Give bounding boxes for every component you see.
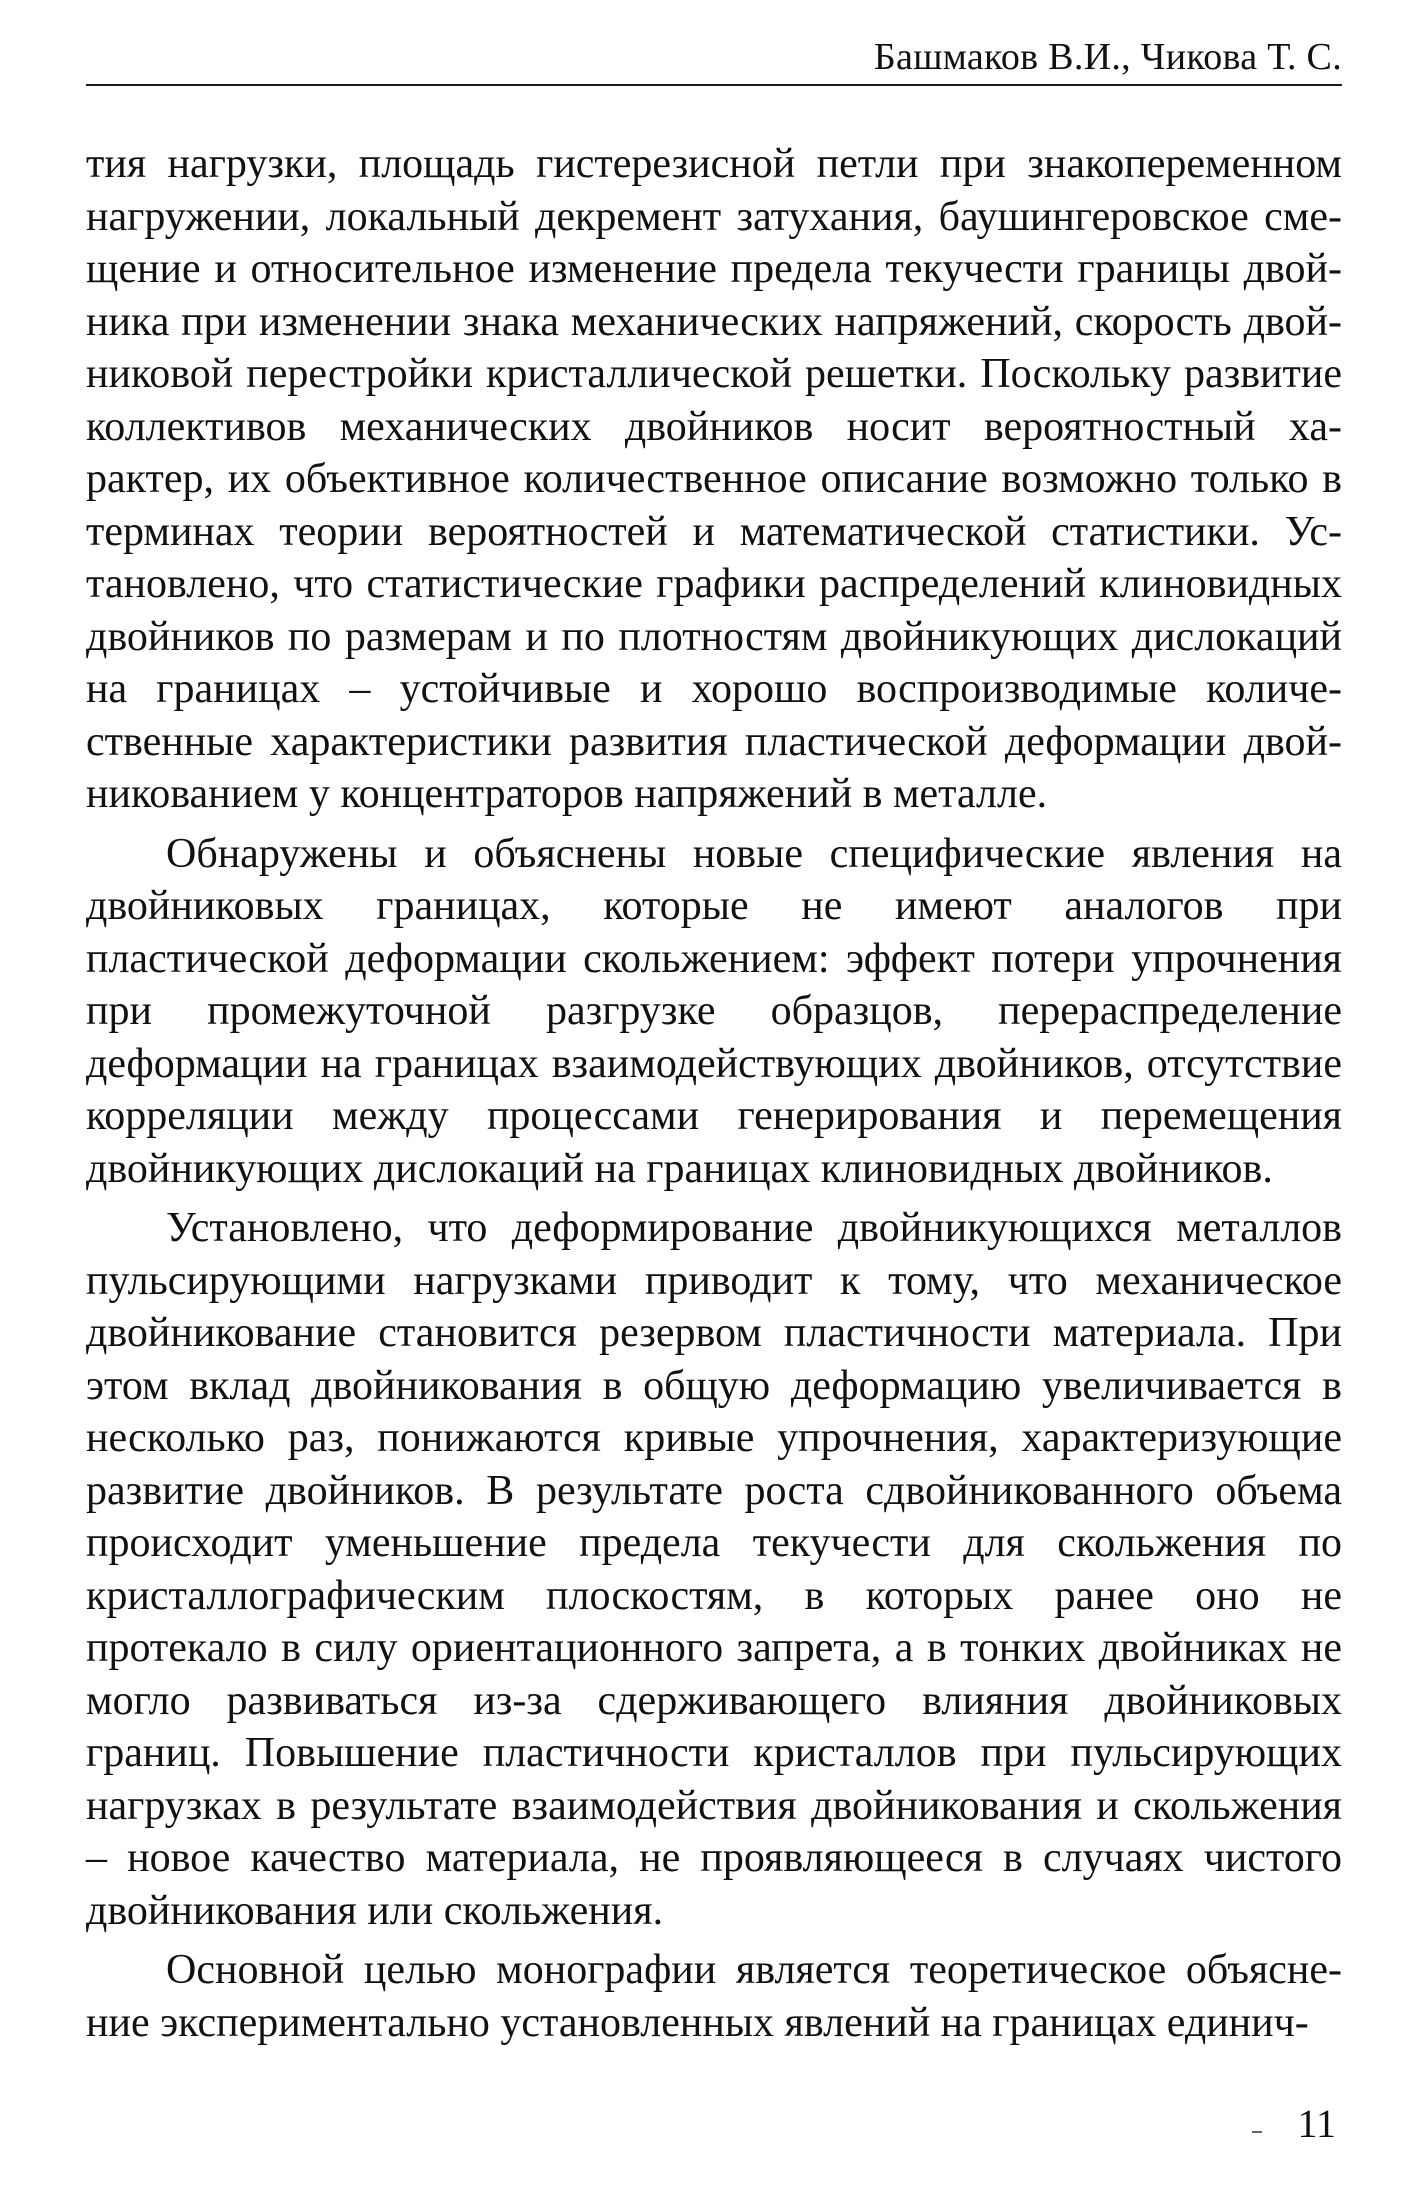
paragraph-continuation: тия нагрузки, площадь гистерезисной петли при знакопеременном нагружении, локальный декремент затухания, баушингеровское смещение и относительное изменение предела текучести границы двойника при изменении знака механических напряжений, скорость двойниковой перестройки кристаллической решетки. Поскольку развитие коллективов механических двойников носит вероятностный характер, их объективное количественное описание возможно только в терминах теории вероятностей и математической статистики. Установлено, что статистические графики распределений клиновидных двойников по размерам и по плотностям двойникующих дислокаций на границах – устойчивые и хорошо воспроизводимые количественные характеристики развития пластической деформации двойникованием у концентраторов напряжений в металле. [86, 141, 1342, 817]
running-header [86, 28, 1342, 86]
page-body [86, 138, 1342, 2056]
paragraph-pulsating-loads: Установлено, что деформирование двойникующихся металлов пульсирующими нагрузками приводит к тому, что механическое двойникование становится резервом пластичности материала. При этом вклад двойникования в общую деформацию увеличивается в несколько раз, понижаются кривые упрочнения, характеризующие развитие двойников. В результате роста сдвойникованного объема происходит уменьшение предела текучести для скольжения по кристаллографическим плоскостям, в которых ранее оно не протекало в силу ориентационного запрета, а в тонких двойниках не могло развиваться из-за сдерживающего влияния двойниковых границ. Повышение пластичности кристаллов при пульсирующих нагрузках в результате взаимодействия двойникования и скольжения – новое качество материала, не проявляющееся в случаях чистого двойникования или скольжения. [86, 1205, 1342, 1934]
print-mark [1252, 2131, 1262, 2133]
paragraph-twin-boundary-phenomena: Обнаружены и объяснены новые специфические явления на двойниковых границах, которые не имеют аналогов при пластической деформации скольжением: эффект потери упрочнения при промежуточной разгрузке образцов, перераспределение деформации на границах взаимодействующих двойников, отсутствие корреляции между процессами генерирования и перемещения двойникующих дислокаций на границах клиновидных двойников. [86, 830, 1342, 1192]
header-authors: Башмаков В.И., Чикова Т. С. [873, 36, 1342, 78]
page-number: 11 [1297, 2101, 1336, 2146]
paragraph-monograph-goal: Основной целью монографии является теоретическое объяснение экспериментально установленных явлений на границах единич- [86, 1947, 1342, 2046]
